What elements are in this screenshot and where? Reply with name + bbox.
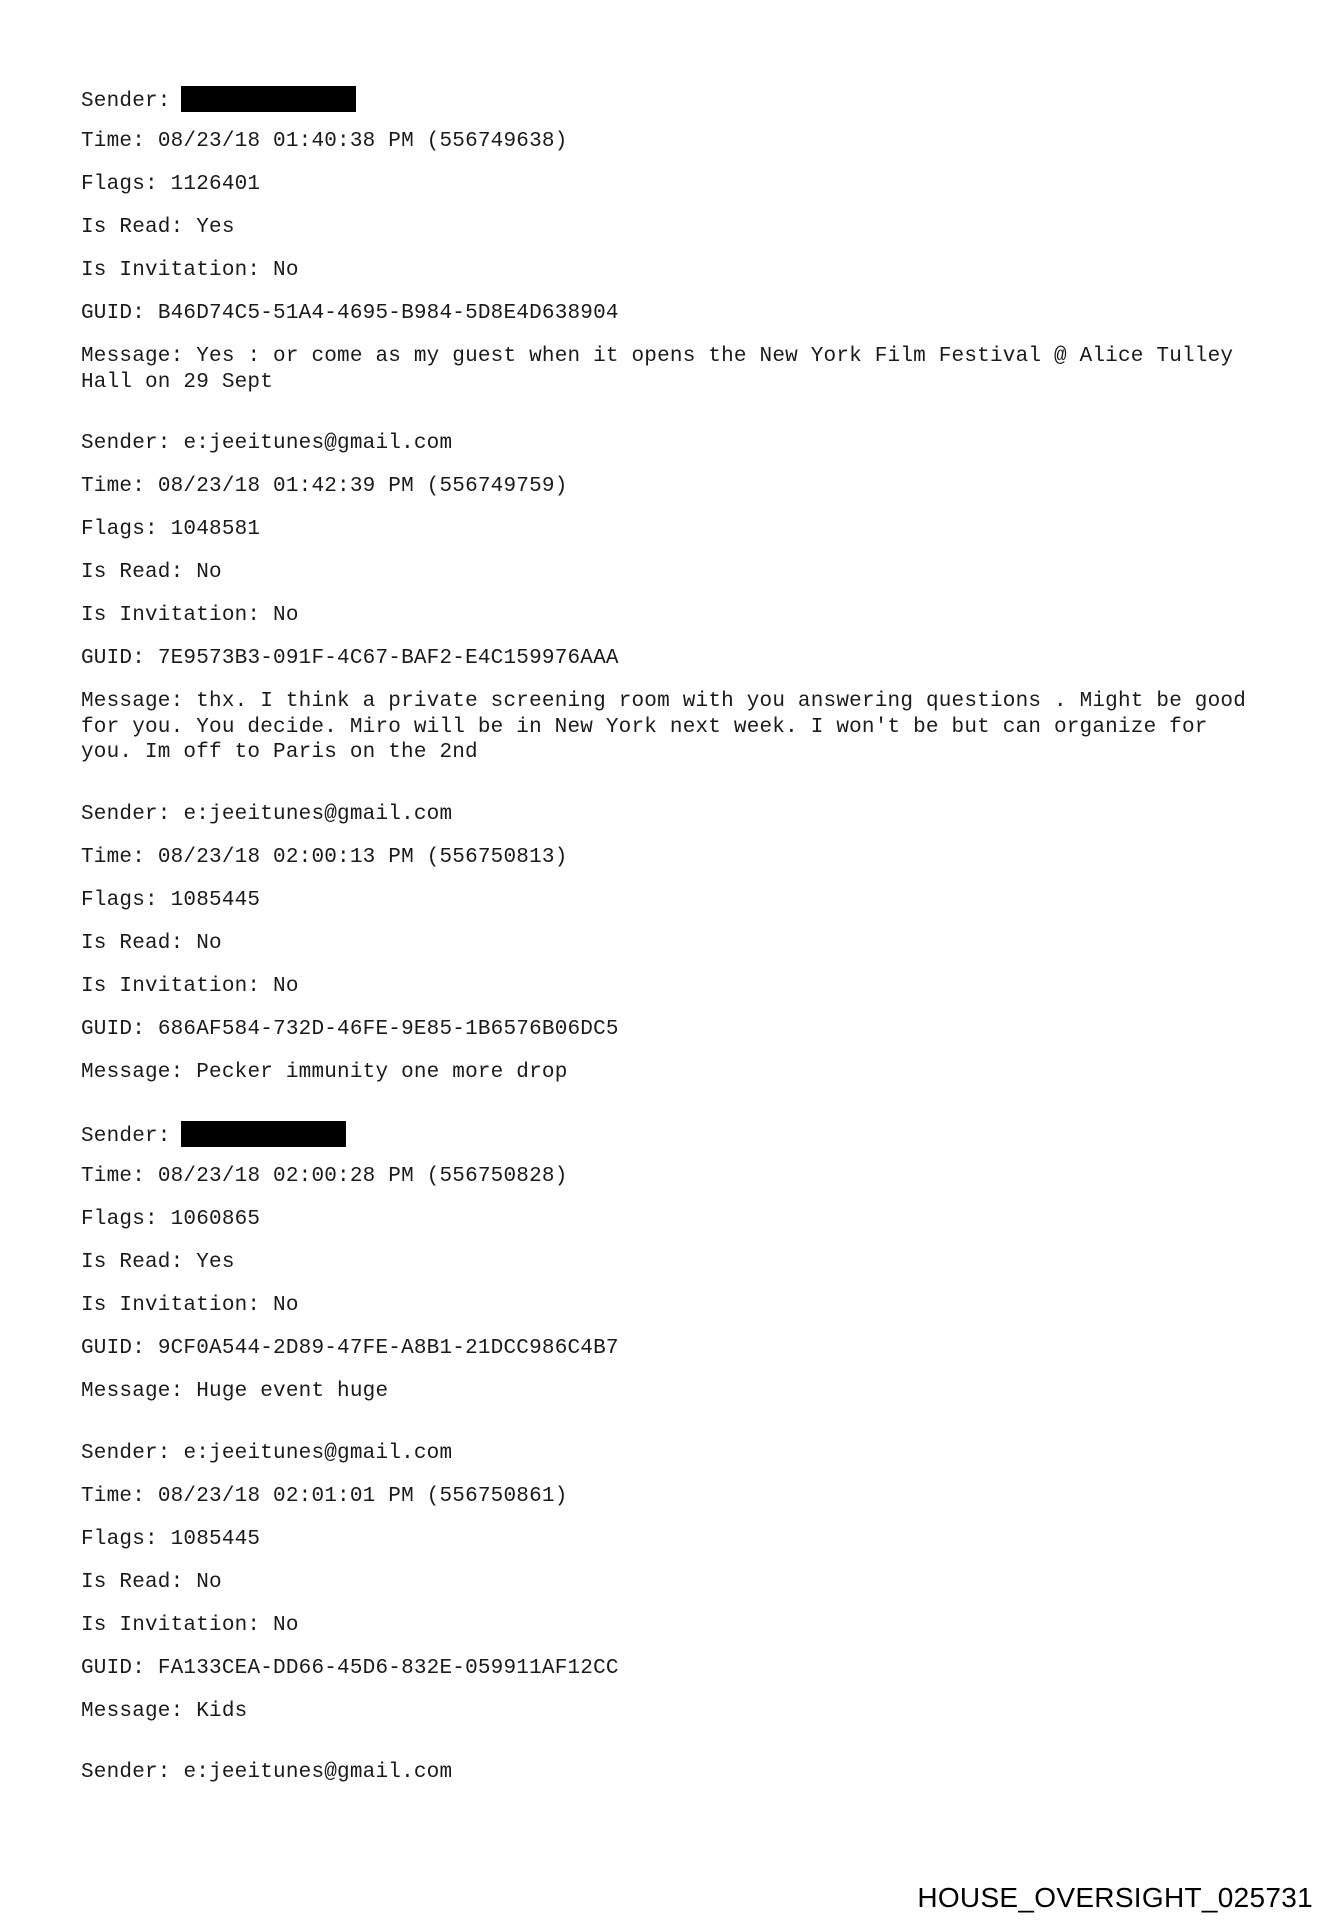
is-invitation-label: Is Invitation:: [81, 259, 261, 282]
guid-label: GUID:: [81, 647, 146, 670]
flags-value: 1085445: [170, 888, 261, 912]
time-value: 08/23/18 01:42:39 PM (556749759): [157, 475, 568, 498]
is-read-line: [81, 560, 1261, 585]
guid-label: GUID:: [81, 302, 146, 325]
message-entry: [81, 1441, 1261, 1725]
guid-value: 9CF0A544-2D89-47FE-A8B1-21DCC986C4B7: [157, 1337, 619, 1360]
guid-line: [81, 1017, 1261, 1042]
time-value: 08/23/18 02:00:28 PM (556750828): [157, 1165, 568, 1188]
message-text: thx. I think a private screening room with you answering questions . Might be good for you. You decide. Miro will be in New York next week. I won't be but can organize for you. Im off to Paris on the 2nd: [81, 690, 1259, 764]
is-invitation-value: No: [273, 259, 299, 282]
guid-value: B46D74C5-51A4-4695-B984-5D8E4D638904: [157, 302, 619, 325]
sender-label: Sender:: [81, 90, 171, 113]
flags-value: 1085445: [170, 1527, 261, 1551]
message-entry: [81, 431, 1261, 766]
time-line: [81, 474, 1261, 499]
guid-label: GUID:: [81, 1017, 146, 1041]
sender-label: Sender:: [81, 432, 171, 455]
is-read-line: [81, 1250, 1261, 1275]
message-line: [81, 689, 1261, 766]
flags-line: [81, 888, 1261, 913]
message-label: Message:: [81, 690, 184, 713]
message-line: [81, 1379, 1261, 1405]
message-text: Yes : or come as my guest when it opens the New York Film Festival @ Alice Tulley Hall on 29 Sept: [81, 345, 1247, 394]
message-line: [81, 1060, 1261, 1086]
is-invitation-line: [81, 258, 1261, 283]
is-read-line: [81, 215, 1261, 240]
time-line: [81, 1484, 1261, 1509]
guid-label: GUID:: [81, 1337, 146, 1360]
flags-label: Flags:: [81, 1208, 158, 1231]
time-label: Time:: [81, 1165, 146, 1188]
is-read-line: [81, 1570, 1261, 1595]
flags-label: Flags:: [81, 518, 158, 541]
time-label: Time:: [81, 475, 146, 498]
time-line: [81, 1164, 1261, 1189]
flags-line: [81, 517, 1261, 542]
guid-line: [81, 646, 1261, 671]
sender-line: [81, 1441, 1261, 1466]
flags-value: 1048581: [170, 518, 261, 541]
flags-value: 1060865: [170, 1208, 261, 1231]
time-label: Time:: [81, 845, 146, 869]
message-entry: [81, 802, 1261, 1086]
is-read-label: Is Read:: [81, 216, 184, 239]
is-read-value: No: [196, 931, 222, 955]
is-invitation-value: No: [273, 604, 299, 627]
sender-value: e:jeeitunes@gmail.com: [183, 432, 453, 455]
message-label: Message:: [81, 1060, 184, 1084]
is-invitation-value: No: [273, 1294, 299, 1317]
message-text: Pecker immunity one more drop: [196, 1060, 568, 1084]
time-line: [81, 129, 1261, 154]
is-invitation-label: Is Invitation:: [81, 1294, 261, 1317]
guid-value: 686AF584-732D-46FE-9E85-1B6576B06DC5: [157, 1017, 619, 1041]
message-entry: [81, 1121, 1261, 1405]
flags-value: 1126401: [170, 173, 261, 196]
message-entry: [81, 1760, 1261, 1785]
redaction-box: [181, 1121, 346, 1147]
guid-label: GUID:: [81, 1656, 146, 1680]
time-value: 08/23/18 01:40:38 PM (556749638): [157, 130, 568, 153]
sender-line: [81, 802, 1261, 827]
flags-label: Flags:: [81, 173, 158, 196]
flags-label: Flags:: [81, 1527, 158, 1551]
sender-line: [81, 1760, 1261, 1785]
message-label: Message:: [81, 1699, 184, 1723]
is-read-label: Is Read:: [81, 1570, 184, 1594]
sender-label: Sender:: [81, 802, 171, 826]
is-read-label: Is Read:: [81, 561, 184, 584]
sender-line: [81, 1121, 1261, 1146]
message-line: [81, 344, 1261, 395]
message-line: [81, 1699, 1261, 1725]
is-invitation-value: No: [273, 1613, 299, 1637]
sender-value: e:jeeitunes@gmail.com: [183, 1761, 453, 1784]
is-invitation-value: No: [273, 974, 299, 998]
is-invitation-label: Is Invitation:: [81, 604, 261, 627]
flags-label: Flags:: [81, 888, 158, 912]
sender-label: Sender:: [81, 1761, 171, 1784]
flags-line: [81, 172, 1261, 197]
flags-line: [81, 1527, 1261, 1552]
sender-line: [81, 431, 1261, 456]
is-invitation-label: Is Invitation:: [81, 974, 261, 998]
bates-number: HOUSE_OVERSIGHT_025731: [917, 1882, 1313, 1913]
guid-line: [81, 1336, 1261, 1361]
sender-value: e:jeeitunes@gmail.com: [183, 802, 453, 826]
guid-line: [81, 1656, 1261, 1681]
is-read-value: No: [196, 561, 222, 584]
time-line: [81, 845, 1261, 870]
is-read-line: [81, 931, 1261, 956]
is-read-label: Is Read:: [81, 1251, 184, 1274]
message-label: Message:: [81, 345, 184, 368]
is-invitation-line: [81, 603, 1261, 628]
is-read-label: Is Read:: [81, 931, 184, 955]
is-invitation-line: [81, 1293, 1261, 1318]
is-invitation-label: Is Invitation:: [81, 1613, 261, 1637]
guid-value: 7E9573B3-091F-4C67-BAF2-E4C159976AAA: [157, 647, 619, 670]
guid-value: FA133CEA-DD66-45D6-832E-059911AF12CC: [157, 1656, 619, 1680]
sender-label: Sender:: [81, 1441, 171, 1465]
message-text: Kids: [196, 1699, 248, 1723]
time-value: 08/23/18 02:01:01 PM (556750861): [157, 1484, 568, 1508]
is-read-value: Yes: [196, 1251, 235, 1274]
is-read-value: Yes: [196, 216, 235, 239]
is-invitation-line: [81, 1613, 1261, 1638]
sender-line: [81, 86, 1261, 111]
message-log: [81, 86, 1261, 1803]
time-label: Time:: [81, 1484, 146, 1508]
guid-line: [81, 301, 1261, 326]
message-text: Huge event huge: [196, 1380, 389, 1403]
message-entry: [81, 86, 1261, 395]
flags-line: [81, 1207, 1261, 1232]
time-value: 08/23/18 02:00:13 PM (556750813): [157, 845, 568, 869]
message-label: Message:: [81, 1380, 184, 1403]
redaction-box: [181, 86, 356, 112]
time-label: Time:: [81, 130, 146, 153]
is-invitation-line: [81, 974, 1261, 999]
sender-label: Sender:: [81, 1125, 171, 1148]
sender-value: e:jeeitunes@gmail.com: [183, 1441, 453, 1465]
is-read-value: No: [196, 1570, 222, 1594]
